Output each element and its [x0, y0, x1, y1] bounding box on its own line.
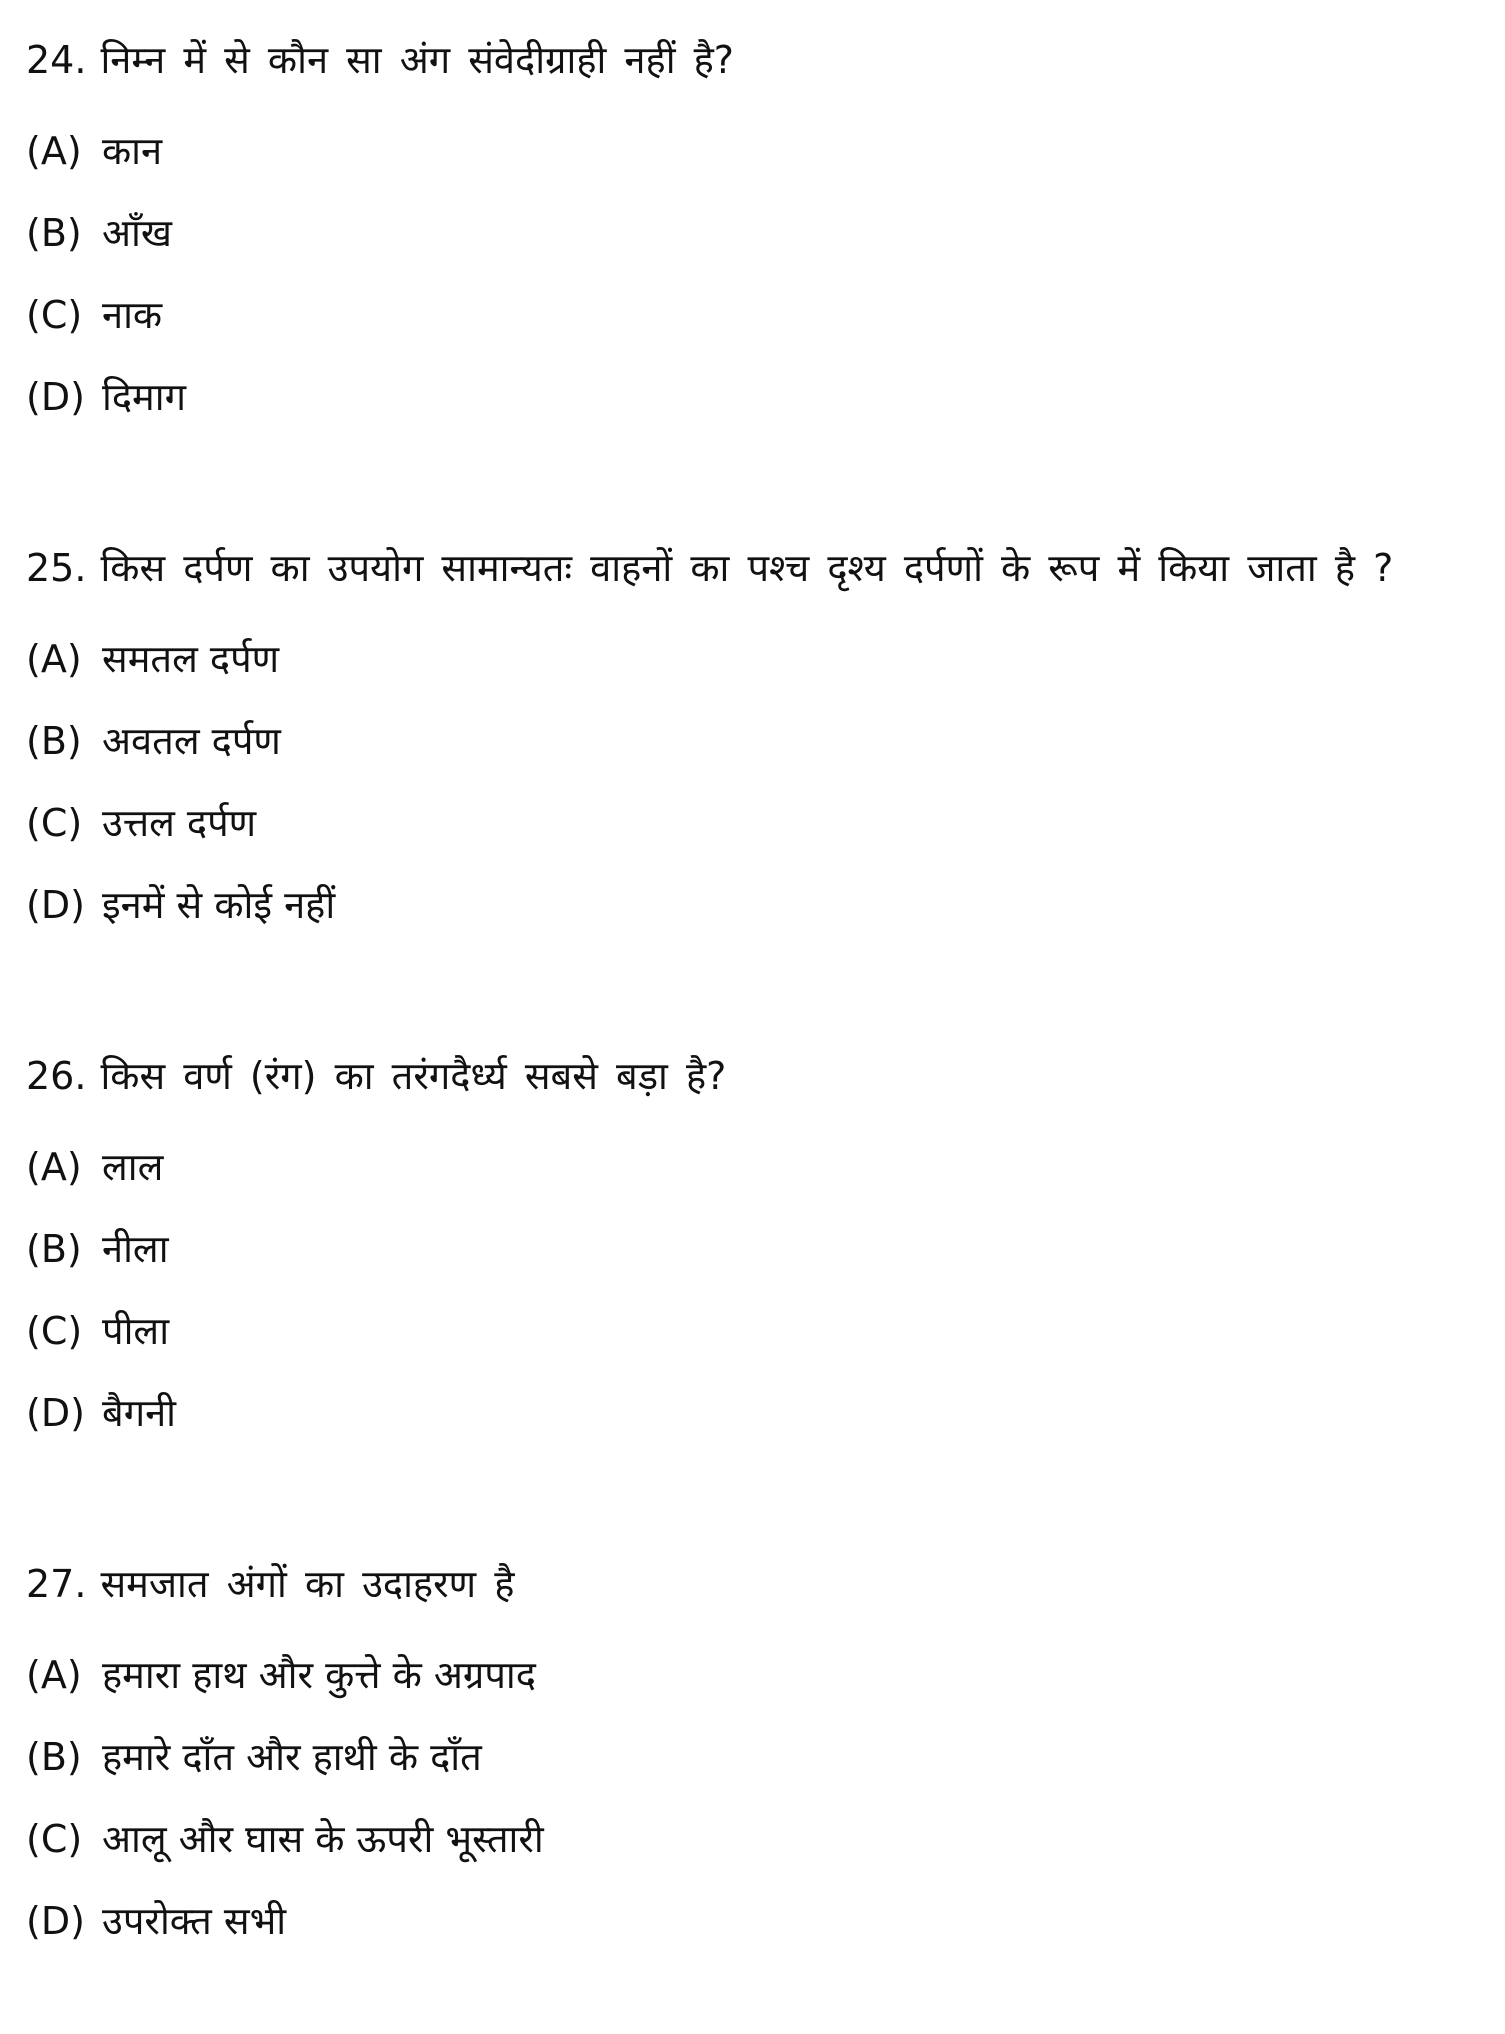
option-b	[26, 1716, 1477, 1798]
option-d	[26, 1372, 1477, 1454]
question-number: 24.	[26, 38, 87, 82]
option-label: (D)	[26, 1391, 85, 1435]
question-text	[26, 1044, 1477, 1108]
option-text: अवतल दर्पण	[102, 719, 281, 763]
option-c	[26, 1290, 1477, 1372]
question-body: समजात अंगों का उदाहरण है	[100, 1562, 515, 1606]
option-label: (A)	[26, 129, 82, 173]
question-26	[26, 1044, 1477, 1454]
question-text	[26, 536, 1477, 600]
option-label: (B)	[26, 719, 82, 763]
option-text: उपरोक्त सभी	[102, 1899, 287, 1943]
question-body: निम्न में से कौन सा अंग संवेदीग्राही नहीं है?	[100, 38, 734, 82]
option-text: समतल दर्पण	[102, 637, 280, 681]
option-a	[26, 618, 1477, 700]
option-text: बैगनी	[102, 1391, 177, 1435]
option-d	[26, 356, 1477, 438]
option-c	[26, 1798, 1477, 1880]
question-body: किस वर्ण (रंग) का तरंगदैर्ध्य सबसे बड़ा है?	[100, 1054, 727, 1098]
question-text	[26, 1552, 1477, 1616]
option-text: पीला	[102, 1309, 170, 1353]
option-b	[26, 192, 1477, 274]
option-d	[26, 864, 1477, 946]
option-c	[26, 274, 1477, 356]
question-24	[26, 28, 1477, 438]
option-text: इनमें से कोई नहीं	[102, 883, 336, 927]
option-label: (C)	[26, 1817, 83, 1861]
question-number: 25.	[26, 546, 87, 590]
option-label: (D)	[26, 1899, 85, 1943]
option-a	[26, 1126, 1477, 1208]
option-a	[26, 110, 1477, 192]
option-text: आँख	[102, 211, 172, 255]
option-c	[26, 782, 1477, 864]
option-text: आलू और घास के ऊपरी भूस्तारी	[102, 1817, 544, 1861]
question-text	[26, 28, 1477, 92]
option-label: (C)	[26, 801, 83, 845]
option-label: (D)	[26, 375, 85, 419]
option-label: (A)	[26, 1653, 82, 1697]
option-label: (B)	[26, 211, 82, 255]
option-label: (B)	[26, 1227, 82, 1271]
option-a	[26, 1634, 1477, 1716]
option-text: हमारे दाँत और हाथी के दाँत	[102, 1735, 482, 1779]
question-body: किस दर्पण का उपयोग सामान्यतः वाहनों का पश्च दृश्य दर्पणों के रूप में किया जाता है ?	[100, 546, 1394, 590]
option-b	[26, 1208, 1477, 1290]
question-number: 27.	[26, 1562, 87, 1606]
option-label: (D)	[26, 883, 85, 927]
option-text: दिमाग	[102, 375, 186, 419]
question-27	[26, 1552, 1477, 1962]
option-text: नीला	[102, 1227, 169, 1271]
option-text: लाल	[102, 1145, 164, 1189]
question-number: 26.	[26, 1054, 87, 1098]
option-label: (C)	[26, 293, 83, 337]
option-label: (A)	[26, 1145, 82, 1189]
option-label: (A)	[26, 637, 82, 681]
option-text: कान	[102, 129, 163, 173]
option-d	[26, 1880, 1477, 1962]
option-text: हमारा हाथ और कुत्ते के अग्रपाद	[102, 1653, 536, 1697]
option-text: नाक	[102, 293, 163, 337]
option-b	[26, 700, 1477, 782]
option-label: (B)	[26, 1735, 82, 1779]
option-label: (C)	[26, 1309, 83, 1353]
question-25	[26, 536, 1477, 946]
option-text: उत्तल दर्पण	[102, 801, 257, 845]
